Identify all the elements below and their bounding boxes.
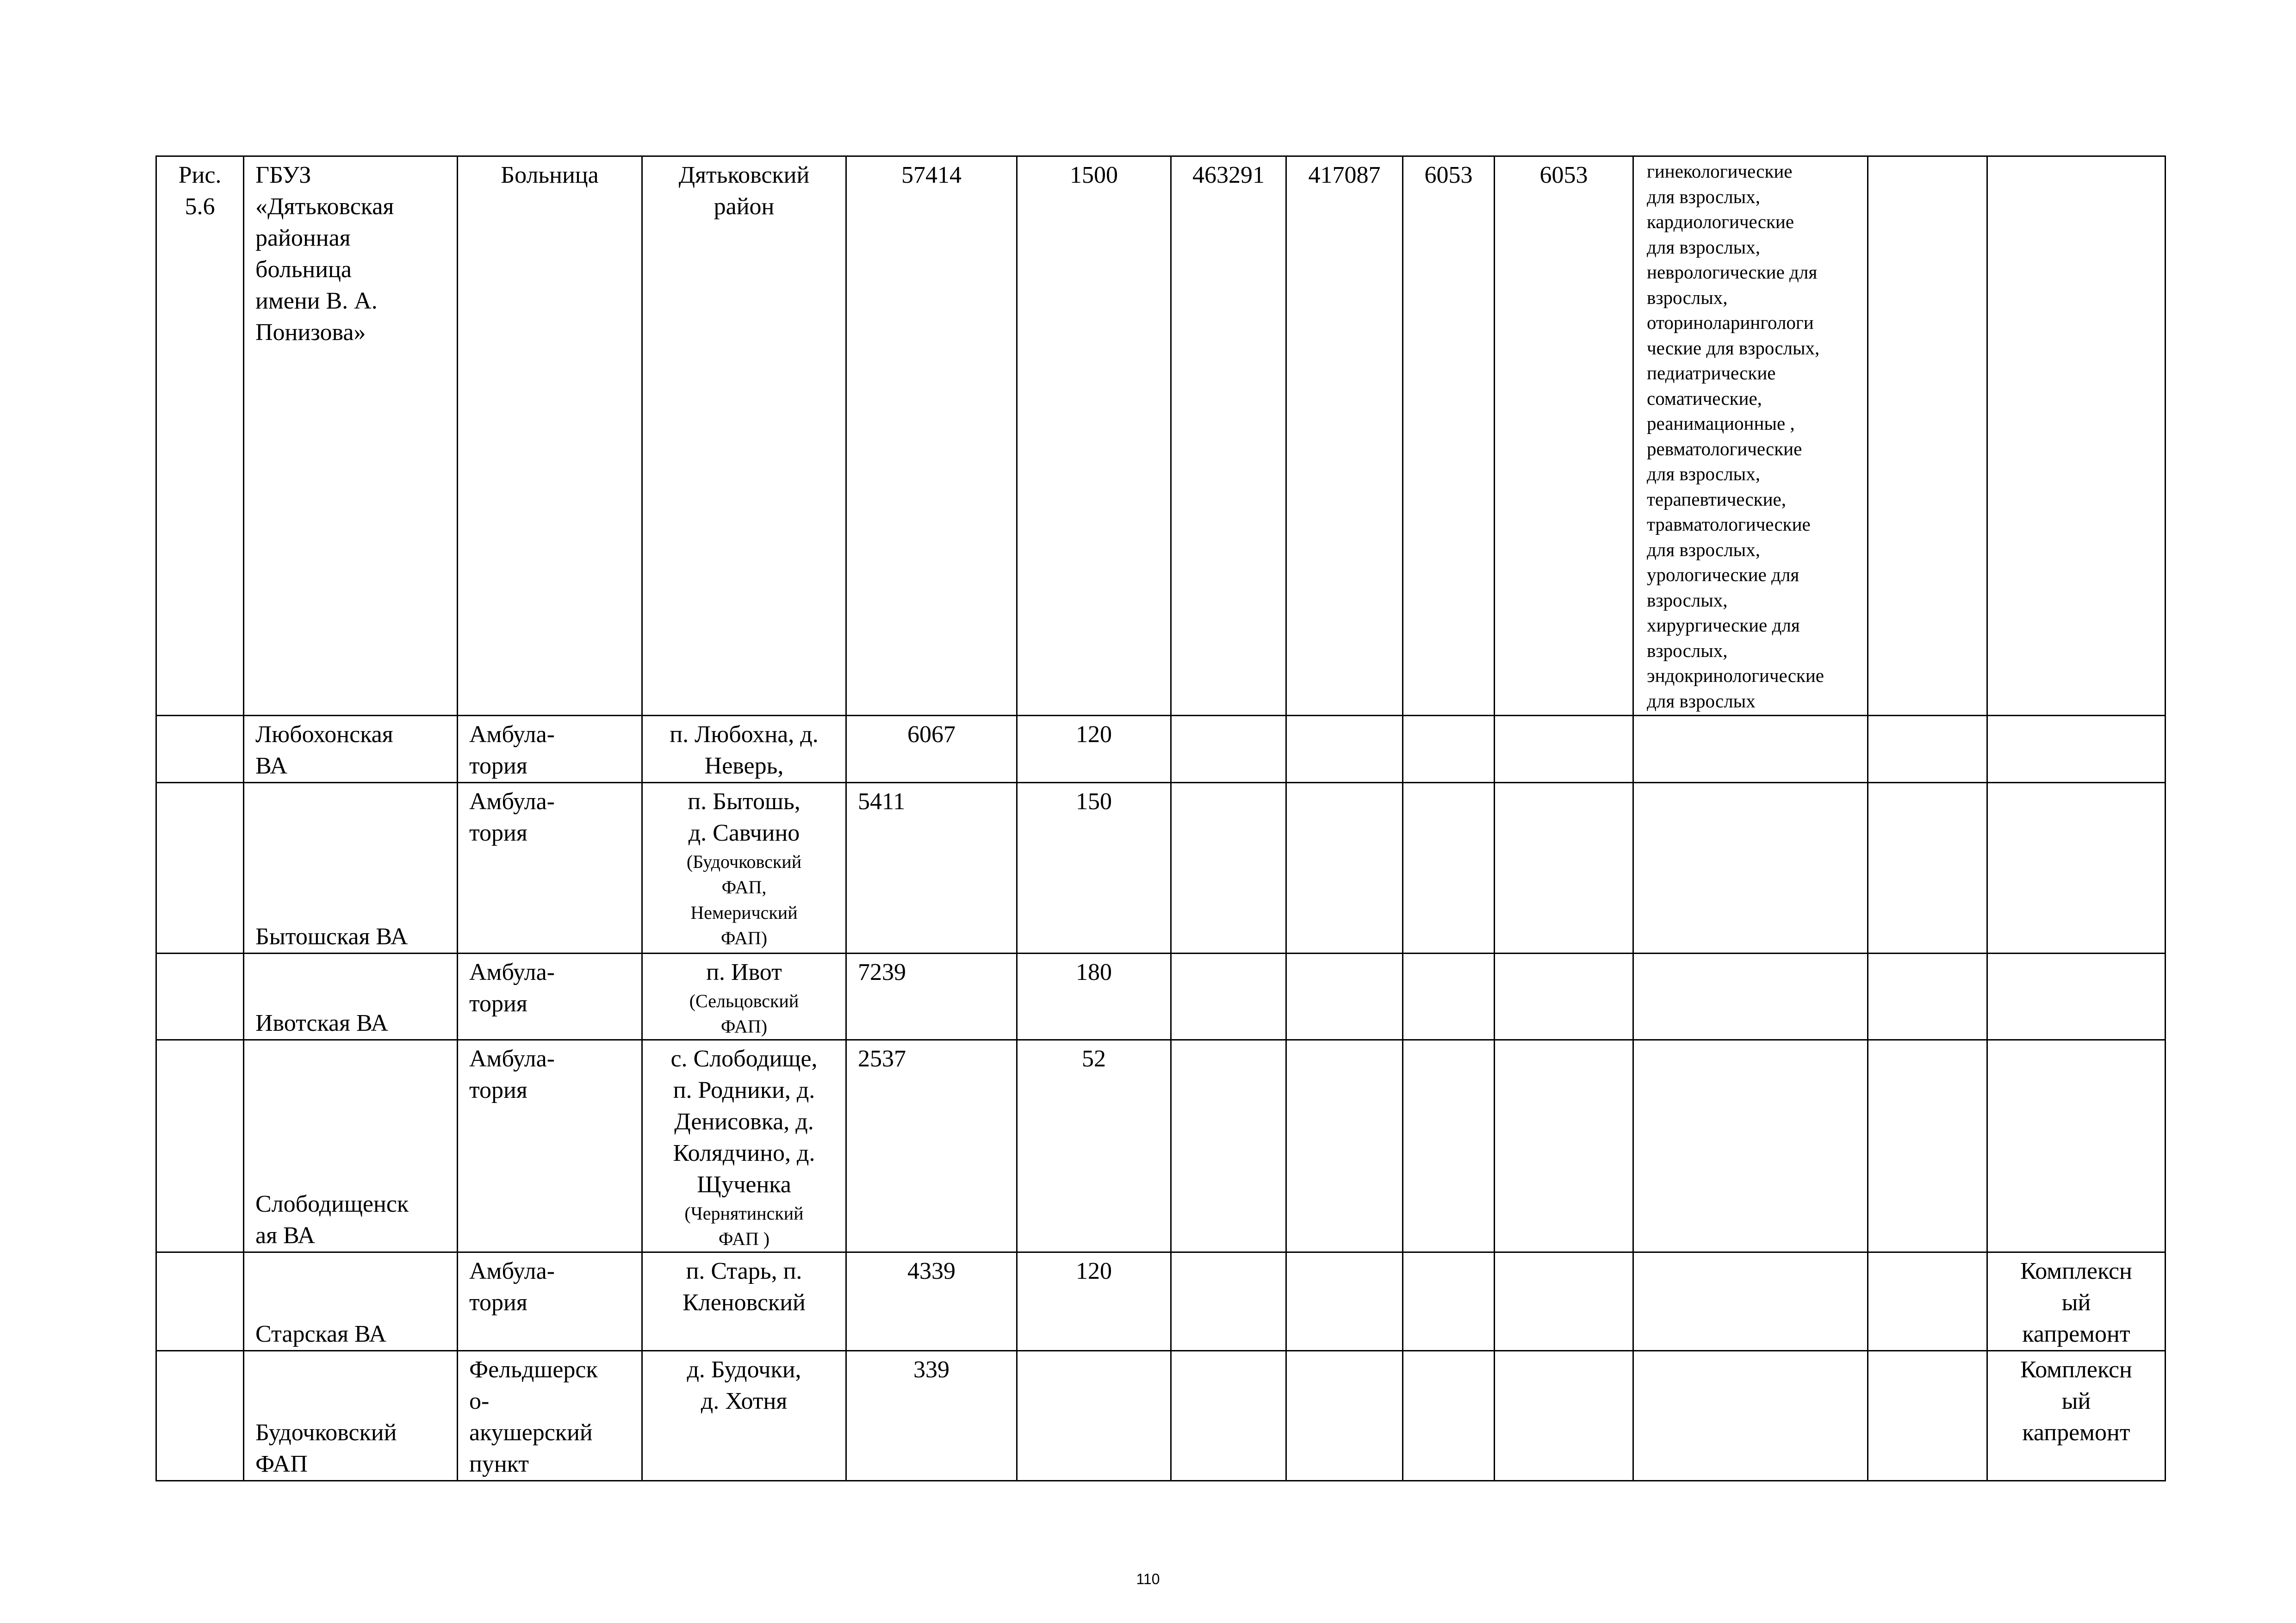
profile-line: реанимационные , [1647,413,1795,434]
value-cell-3 [1403,954,1495,1040]
service-area-note: ФАП, [721,877,767,898]
capacity-cell: 180 [1017,954,1171,1040]
table-row [156,783,2166,954]
figure-ref-cell [156,1252,244,1351]
facility-type-line: тория [469,753,527,779]
facility-type-line: Амбула- [469,1258,555,1284]
facility-type-line: Фельдшерск [469,1357,598,1383]
profile-line: кардиологические [1647,211,1794,232]
notes-cell [1987,1040,2166,1252]
service-area-line: Неверь, [704,753,784,779]
profile-line: ческие для взрослых, [1647,337,1820,359]
population-cell: 57414 [846,156,1017,716]
table-row [156,1351,2166,1481]
value-cell-2 [1286,1040,1403,1252]
facility-name-cell: Старская ВА [244,1252,458,1351]
figure-ref-cell [156,156,244,716]
facility-type-line: Амбула- [469,721,555,748]
notes-cell [1987,156,2166,716]
facility-type-cell [458,1252,642,1351]
figure-ref-line: Рис. [178,162,222,188]
figure-ref-cell [156,783,244,954]
profile-line: для взрослых, [1647,463,1760,484]
value-cell-4 [1495,954,1633,1040]
capacity-cell: 120 [1017,1252,1171,1351]
population-cell: 7239 [846,954,1017,1040]
profile-line: оториноларингологи [1647,312,1814,333]
facility-type-cell [458,1351,642,1481]
note-line: капремонт [2022,1419,2130,1446]
figure-ref-cell [156,954,244,1040]
value-cell-1 [1171,1351,1286,1481]
note-line: Комплексн [2020,1258,2132,1284]
service-area-cell [642,1351,846,1481]
service-area-line: Колядчино, д. [673,1140,815,1166]
service-area-line: Щученка [697,1171,791,1198]
profile-line: гинекологические [1647,161,1793,182]
value-cell-4: 6053 [1495,156,1633,716]
notes-cell [1987,1351,2166,1481]
population-cell: 339 [846,1351,1017,1481]
service-area-line: Кленовский [683,1289,806,1316]
profiles-cell [1633,156,1868,716]
facility-type-line: тория [469,1289,527,1316]
profile-line: для взрослых, [1647,236,1760,258]
table-row [156,156,2166,716]
table-row [156,716,2166,783]
facility-name-line: имени В. А. [255,288,378,314]
value-cell-4 [1495,1252,1633,1351]
value-cell-2 [1286,1351,1403,1481]
value-cell-3 [1403,1351,1495,1481]
profiles-cell [1633,954,1868,1040]
figure-ref-cell [156,716,244,783]
service-area-cell [642,1252,846,1351]
empty-cell [1868,1351,1987,1481]
capacity-cell: 150 [1017,783,1171,954]
notes-cell [1987,1252,2166,1351]
profile-line: взрослых, [1647,286,1728,308]
profile-line: эндокринологические [1647,665,1824,686]
service-area-line: Денисовка, д. [674,1109,814,1135]
profile-line: педиатрические [1647,362,1776,384]
facility-type-cell [458,783,642,954]
figure-ref-cell [156,1351,244,1481]
facility-type-cell [458,1040,642,1252]
profile-line: хирургические для [1647,614,1800,636]
facility-name-cell: Ивотская ВА [244,954,458,1040]
service-area-line: д. Будочки, [687,1357,801,1383]
facility-type-line: пункт [469,1451,529,1477]
value-cell-3 [1403,1040,1495,1252]
notes-cell [1987,716,2166,783]
facility-type-cell: Больница [458,156,642,716]
profile-line: для взрослых, [1647,539,1760,560]
facility-name-line: ВА [255,753,287,779]
facility-name-cell [244,1351,458,1481]
value-cell-3 [1403,716,1495,783]
facilities-table [155,155,2166,1481]
service-area-note: (Будочковский [686,851,802,872]
value-cell-1 [1171,954,1286,1040]
empty-cell [1868,1252,1987,1351]
profiles-cell [1633,783,1868,954]
capacity-cell: 1500 [1017,156,1171,716]
profile-line: взрослых, [1647,639,1728,661]
facility-name-cell [244,716,458,783]
facility-type-line: о- [469,1388,490,1414]
facility-type-line: Амбула- [469,788,555,815]
facility-name-line: больница [255,256,352,283]
profile-line: урологические для [1647,564,1800,585]
service-area-line: с. Слободище, [670,1046,818,1072]
service-area-cell [642,954,846,1040]
empty-cell [1868,716,1987,783]
service-area-note: Немеричский [690,902,798,923]
facility-type-cell [458,716,642,783]
profile-line: для взрослых, [1647,186,1760,207]
facility-type-line: акушерский [469,1419,593,1446]
facility-name-cell: Бытошская ВА [244,783,458,954]
facility-name-line: Любохонская [255,721,393,748]
value-cell-3: 6053 [1403,156,1495,716]
value-cell-3 [1403,783,1495,954]
service-area-note: ФАП) [720,928,768,948]
figure-ref-line: 5.6 [185,193,215,220]
value-cell-1 [1171,1040,1286,1252]
population-cell: 5411 [846,783,1017,954]
profile-line: ревматологические [1647,438,1802,459]
facility-name-line: «Дятьковская [255,193,394,220]
capacity-cell: 52 [1017,1040,1171,1252]
table-row [156,1040,2166,1252]
value-cell-2 [1286,783,1403,954]
facility-type-line: Амбула- [469,959,555,985]
population-cell: 2537 [846,1040,1017,1252]
service-area-note: ФАП) [720,1016,768,1037]
value-cell-2 [1286,954,1403,1040]
service-area-cell [642,156,846,716]
population-cell: 6067 [846,716,1017,783]
empty-cell [1868,156,1987,716]
value-cell-4 [1495,783,1633,954]
facility-name-line: Слободищенск [255,1191,409,1217]
table-row [156,954,2166,1040]
value-cell-2 [1286,716,1403,783]
service-area-line: д. Савчино [688,820,800,846]
service-area-line: п. Родники, д. [673,1077,815,1103]
table-row [156,1252,2166,1351]
profile-line: терапевтические, [1647,488,1786,510]
profile-line: взрослых, [1647,589,1728,611]
value-cell-1 [1171,716,1286,783]
value-cell-4 [1495,1351,1633,1481]
profile-line: соматические, [1647,387,1762,409]
facility-type-line: Амбула- [469,1046,555,1072]
value-cell-1 [1171,783,1286,954]
service-area-line: район [714,193,775,220]
service-area-line: п. Ивот [706,959,782,985]
service-area-note: (Чернятинский [684,1203,804,1224]
value-cell-4 [1495,716,1633,783]
profiles-cell [1633,716,1868,783]
service-area-cell [642,1040,846,1252]
note-line: ый [2061,1388,2091,1414]
note-line: Комплексн [2020,1357,2132,1383]
value-cell-4 [1495,1040,1633,1252]
facility-type-line: тория [469,1077,527,1103]
value-cell-2 [1286,1252,1403,1351]
profiles-cell [1633,1252,1868,1351]
population-cell: 4339 [846,1252,1017,1351]
service-area-cell [642,783,846,954]
service-area-line: п. Старь, п. [686,1258,802,1284]
facility-name-line: ая ВА [255,1222,315,1249]
facility-type-line: тория [469,820,527,846]
service-area-line: п. Бытошь, [688,788,800,815]
profile-line: травматологические [1647,514,1811,535]
profiles-cell [1633,1351,1868,1481]
profile-line: неврологические для [1647,261,1818,283]
profiles-cell [1633,1040,1868,1252]
value-cell-1: 463291 [1171,156,1286,716]
empty-cell [1868,1040,1987,1252]
capacity-cell [1017,1351,1171,1481]
facility-type-cell [458,954,642,1040]
page-number: 110 [1136,1571,1160,1587]
service-area-line: Дятьковский [678,162,810,188]
facility-name-line: районная [255,225,351,251]
value-cell-1 [1171,1252,1286,1351]
facility-name-cell [244,1040,458,1252]
service-area-cell [642,716,846,783]
facility-name-line: ФАП [255,1451,308,1477]
service-area-note: ФАП ) [718,1228,770,1249]
notes-cell [1987,954,2166,1040]
empty-cell [1868,954,1987,1040]
facility-type-line: тория [469,991,527,1017]
facility-name-line: ГБУЗ [255,162,311,188]
note-line: капремонт [2022,1321,2130,1347]
figure-ref-cell [156,1040,244,1252]
notes-cell [1987,783,2166,954]
value-cell-2: 417087 [1286,156,1403,716]
service-area-note: (Сельцовский [689,991,799,1011]
note-line: ый [2061,1289,2091,1316]
service-area-line: п. Любохна, д. [670,721,819,748]
value-cell-3 [1403,1252,1495,1351]
capacity-cell: 120 [1017,716,1171,783]
service-area-line: д. Хотня [701,1388,788,1414]
facility-name-cell [244,156,458,716]
profile-line: для взрослых [1647,690,1756,712]
facility-name-line: Будочковский [255,1419,397,1446]
facility-name-line: Понизова» [255,319,366,346]
empty-cell [1868,783,1987,954]
